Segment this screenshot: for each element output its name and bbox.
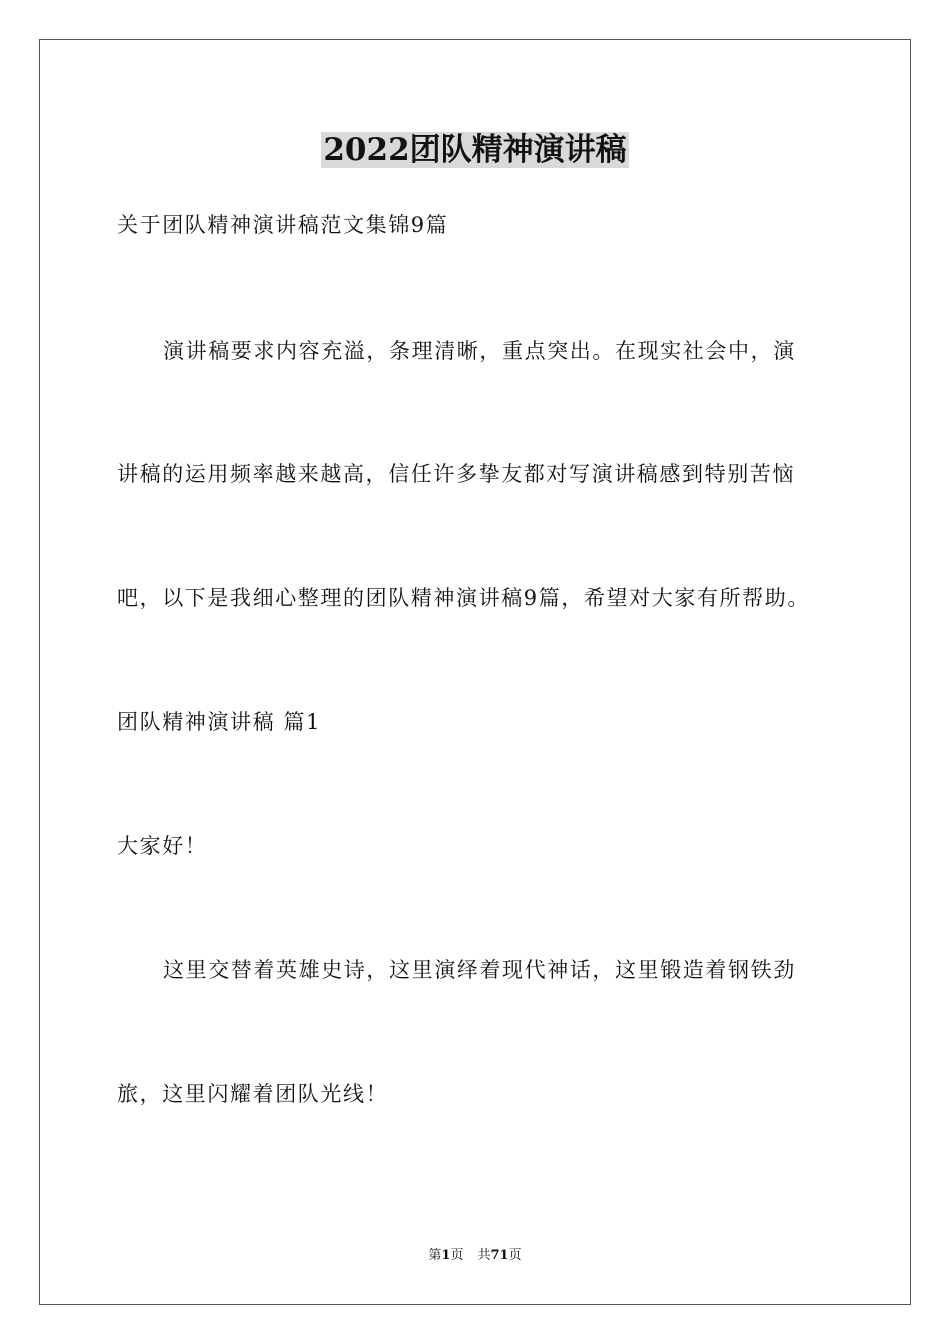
document-title (0, 128, 950, 172)
footer-page-number: 1 (441, 1248, 451, 1263)
document-title-text: 2022团队精神演讲稿 (323, 132, 627, 168)
greeting: 大家好！ (117, 834, 208, 858)
footer-page-prefix: 第 (428, 1248, 442, 1263)
intro-line-1: 演讲稿要求内容充溢，条理清晰，重点突出。在现实社会中，演 (163, 339, 796, 363)
body-line-1: 这里交替着英雄史诗，这里演绎着现代神话，这里锻造着钢铁劲 (163, 958, 796, 982)
footer-page-suffix: 页 (450, 1248, 464, 1263)
document-subtitle: 关于团队精神演讲稿范文集锦9篇 (117, 213, 449, 237)
footer-total-pages: 71 (490, 1248, 509, 1263)
footer-total-prefix: 共 (477, 1248, 491, 1263)
section-heading: 团队精神演讲稿 篇1 (117, 710, 322, 734)
intro-line-3: 吧，以下是我细心整理的团队精神演讲稿9篇，希望对大家有所帮助。 (117, 586, 810, 610)
page-footer (0, 1247, 950, 1265)
footer-total-suffix: 页 (508, 1248, 522, 1263)
intro-line-2: 讲稿的运用频率越来越高，信任许多挚友都对写演讲稿感到特别苦恼 (117, 462, 795, 486)
body-line-2: 旅，这里闪耀着团队光线！ (117, 1082, 389, 1106)
